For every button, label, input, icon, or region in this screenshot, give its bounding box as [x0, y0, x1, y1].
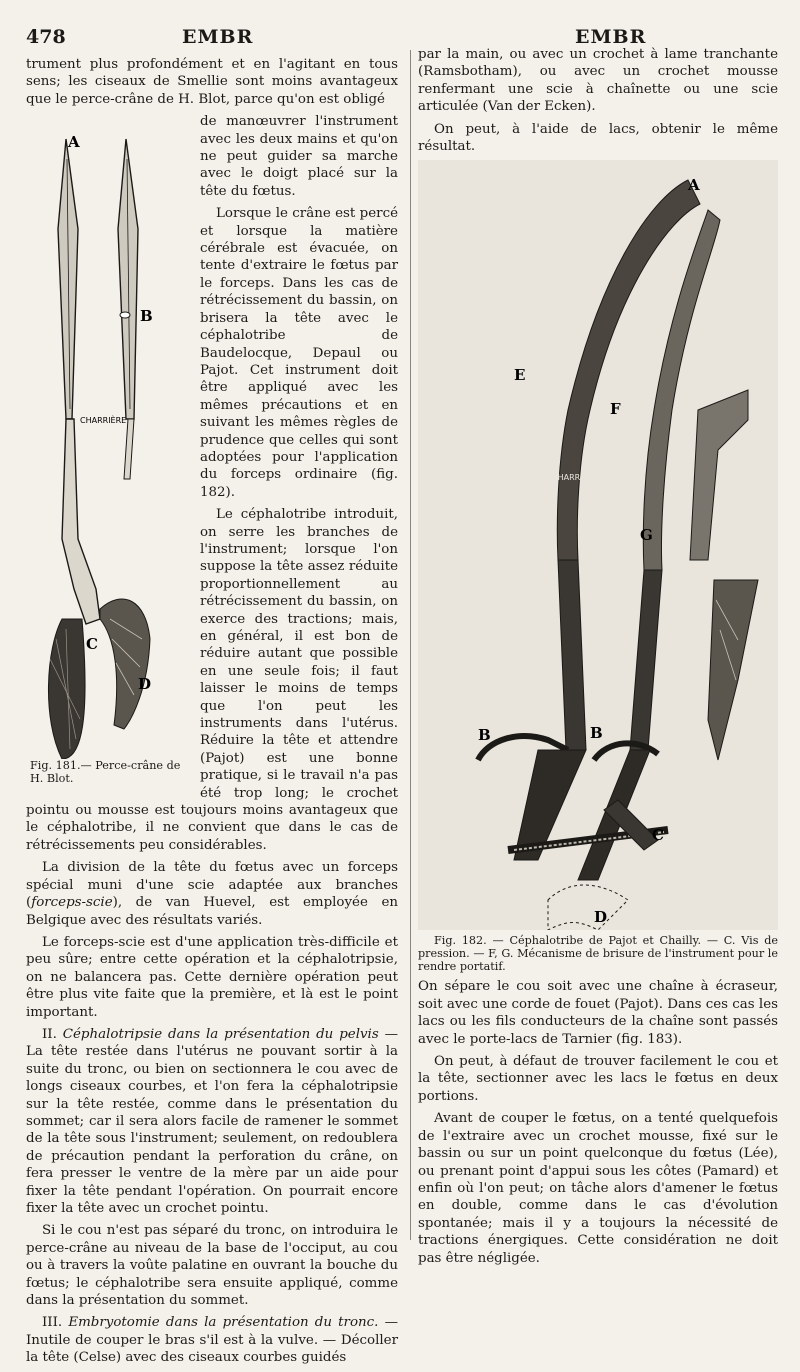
- section-iii: [26, 1314, 398, 1366]
- section-number: II.: [42, 1026, 63, 1042]
- maker-mark: CHARRIÈRE: [80, 416, 127, 426]
- label-e: E: [514, 366, 526, 385]
- paragraph-avant: Avant de couper le fœtus, on a tenté quelquefois de l'extraire avec un crochet mousse, fixé sur le bassin ou sur un point quelconque du fœtus (Lée), ou prenant point d'appui sous les côtes (Pamard) et enfin où l'on peut; on tâche alors d'amener le fœtus en double, comme dans le cas d'évolution spontanée; mais il y a toujours la nécessité de tractions énergiques. Cette considération ne doit pas être négligée.: [418, 1111, 778, 1266]
- running-head-left: EMBR: [182, 26, 254, 48]
- label-a: A: [688, 176, 700, 195]
- text-run: La division de la tête du fœtus avec un forceps spécial muni d'une scie adaptée aux branches (: [26, 860, 398, 911]
- label-b-left: B: [478, 726, 491, 745]
- paragraph-lacs: On peut, à l'aide de lacs, obtenir le même résultat.: [418, 121, 778, 155]
- figure-182-caption: Fig. 182. — Céphalotribe de Pajot et Chailly. — C. Vis de pression. — F, G. Mécanisme de brisure de l'instrument pour le rendre portatif.: [418, 934, 778, 974]
- paragraph-beside-3: Le céphalotribe introduit, on serre les branches de l'instrument; lorsque l'on suppose la tête assez réduite proportionnellement au rétrécissement du bassin, on exerce des tractions; mais, en général, il est bon de réduire autant que possible en une seule fois; il faut laisser le moins de temps que l'on peut les instruments dans l'utérus. Réduire la tête et attendre (Pajot) est une bonne pratique, si le travail n'a pas été trop long; le crochet pointu ou mousse est toujours moins avantageux que le céphalotribe, il ne convient que dans le cas de rétrécissements peu considérables.: [26, 507, 398, 853]
- page-number: 478: [26, 26, 66, 48]
- text-run: ), de van Huevel, est employée en Belgique avec des résultats variés.: [26, 895, 398, 928]
- label-c: C: [86, 635, 98, 654]
- paragraph-si-le-cou: Si le cou n'est pas séparé du tronc, on introduira le perce-crâne au niveau de la base de l'occiput, au cou ou à travers la voûte palatine en ouvrant la bouche du fœtus; le céphalotribe sera ensuite appliqué, comme dans la présentation du sommet.: [26, 1223, 398, 1309]
- paragraph-main: par la main, ou avec un crochet à lame tranchante (Ramsbotham), ou avec un crochet mousse renfermant une scie à chaînette ou une scie articulée (Van der Ecken).: [418, 47, 778, 115]
- section-text: — Inutile de couper le bras s'il est à la vulve. — Décoller la tête (Celse) avec des ciseaux courbes guidés: [26, 1315, 398, 1366]
- label-d: D: [138, 675, 152, 694]
- maker-mark: CHARRIÈRE: [552, 473, 599, 483]
- paragraph-forceps-scie: [26, 859, 398, 929]
- figure-182: [418, 160, 778, 930]
- running-head-right: EMBR: [575, 26, 647, 48]
- section-title: Céphalotripsie dans la présentation du pelvis: [62, 1026, 379, 1042]
- label-d: D: [594, 908, 608, 927]
- figure-181-caption: Fig. 181.— Perce-crâne de H. Blot.: [30, 759, 181, 786]
- label-a: A: [68, 133, 80, 152]
- figure-181: [26, 113, 194, 793]
- paragraph-forceps-difficile: Le forceps-scie est d'une application très-difficile et peu sûre; entre cette opération et la céphalotripsie, on ne balancera pas. Cette dernière opération peut être plus vite faite que la première, et là est le point important.: [26, 934, 398, 1020]
- paragraph-separe: On sépare le cou soit avec une chaîne à écraseur, soit avec une corde de fouet (Pajot). Dans ces cas les lacs ou les fils conducteurs de la chaîne sont passés avec le porte-lacs de Tarnier (fig. 183).: [418, 979, 778, 1047]
- column-divider: [410, 50, 411, 1240]
- paragraph-top: trument plus profondément et en l'agitant en tous sens; les ciseaux de Smellie sont moins avantageux que le perce-crâne de H. Blot, parce qu'on est obligé: [26, 57, 398, 107]
- paragraph-beside-1: de manœuvrer l'instrument avec les deux mains et qu'on ne peut guider sa marche avec le doigt placé sur la tête du fœtus.: [200, 114, 398, 199]
- left-column: [26, 56, 398, 1372]
- emphasis: forceps-scie: [31, 895, 113, 911]
- right-column: [418, 46, 778, 1272]
- section-ii: [26, 1026, 398, 1217]
- label-b: B: [140, 307, 153, 326]
- section-number: III.: [42, 1315, 69, 1331]
- perce-crane-illustration: [26, 119, 186, 759]
- paragraph-defaut: On peut, à défaut de trouver facilement le cou et la tête, sectionner avec les lacs le fœtus en deux portions.: [418, 1054, 778, 1104]
- paragraph-beside-2: Lorsque le crâne est percé et lorsque la matière cérébrale est évacuée, on tente d'extraire le fœtus par le forceps. Dans les cas de rétrécissement du bassin, on brisera la tête avec le céphalotribe de Baudelocque, Depaul ou Pajot. Cet instrument doit être appliqué avec les mêmes précautions et en suivant les mêmes règles de prudence que celles qui sont adoptées pour l'application du forceps ordinaire (fig. 182).: [200, 206, 398, 500]
- cephalotribe-illustration: [418, 160, 778, 930]
- section-title: Embryotomie dans la présentation du tronc.: [68, 1315, 379, 1331]
- label-f: F: [610, 400, 621, 419]
- label-b-right: B: [590, 724, 603, 743]
- label-g: G: [640, 526, 653, 545]
- label-c: C: [652, 826, 664, 845]
- section-text: — La tête restée dans l'utérus ne pouvant sortir à la suite du tronc, ou bien on sectionnera le cou avec de longs ciseaux courbes, et l'on fera la céphalotripsie sur la tête restée, comme dans le présentation du sommet; car il sera alors facile de ramener le sommet de la tête sous l'instrument; seulement, on redoublera de précaution pendant la perforation du crâne, on fera presser le ventre de la mère par un aide pour fixer la tête pendant l'opération. On pourrait encore fixer la tête avec un crochet pointu.: [26, 1026, 398, 1216]
